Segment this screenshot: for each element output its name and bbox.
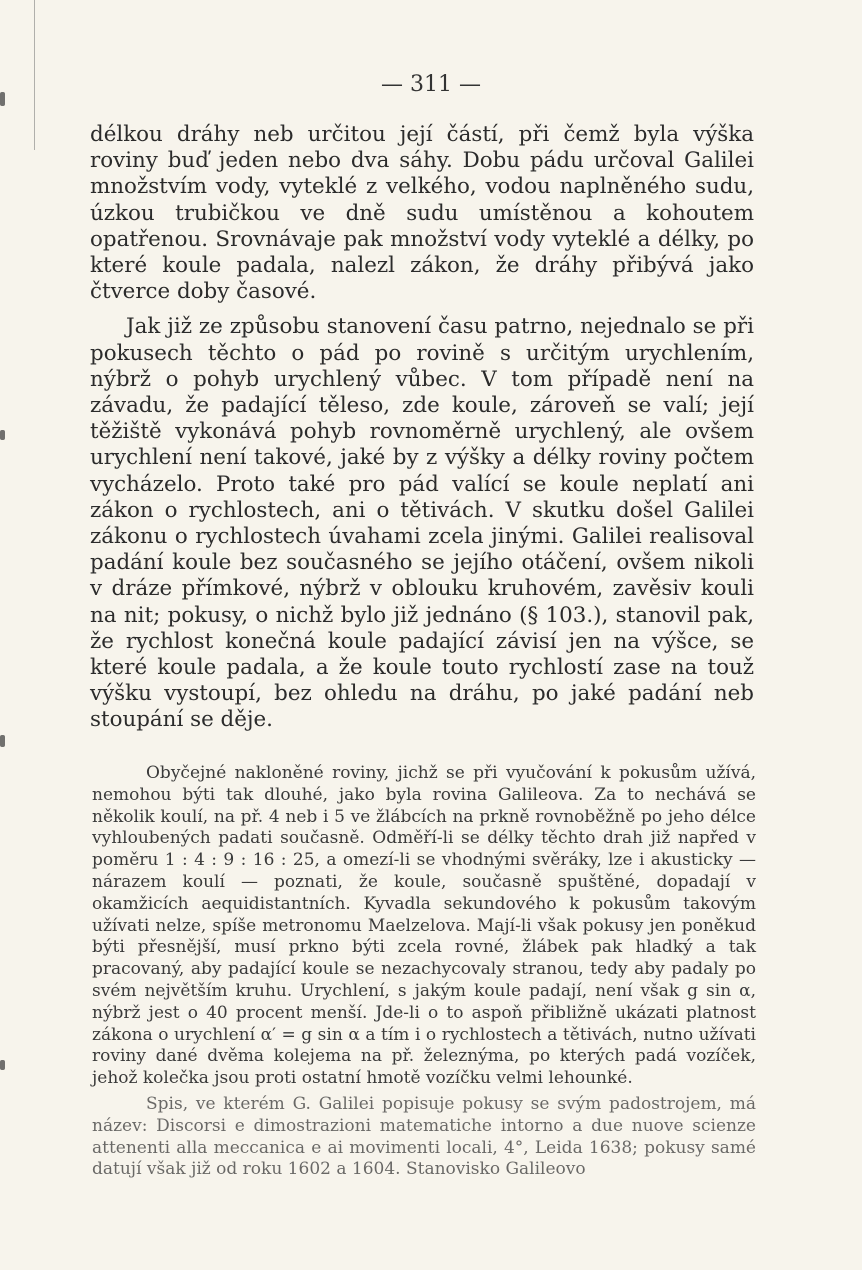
- binding-mark: [0, 735, 5, 747]
- binding-mark: [0, 1060, 5, 1070]
- main-paragraph: Jak již ze způsobu stanovení času patrno, nejednalo se při pokusech těchto o pád po rovině s určitým urychlením, nýbrž o pohyb urychlený vůbec. V tom případě není na závadu, že padající těleso, zde koule, zároveň se valí; její těžiště vykonává pohyb rovnoměrně urychlený, ale ovšem urychlení není takové, jaké by z výšky a délky roviny počtem vycházelo. Proto také pro pád valící se koule neplatí ani zákon o rychlostech, ani o tětivách. V skutku došel Galilei zákonu o rychlostech úvahami zcela jinými. Galilei realisoval padání koule bez současného se jejího otáčení, ovšem nikoli v dráze přímkové, nýbrž v oblouku kruhovém, zavěsiv kouli na nit; pokusy, o nichž bylo již jednáno (§ 103.), stanovil pak, že rychlost konečná koule padající závisí jen na výšce, se které koule padala, a že koule touto rychlostí zase na touž výšku vystoupí, bez ohledu na dráhu, po jaké padání neb stoupání se děje.: [90, 314, 754, 733]
- page-number: — 311 —: [381, 72, 481, 97]
- note-paragraph: Spis, ve kterém G. Galilei popisuje pokusy se svým padostrojem, má název: Discorsi e dimostrazioni matematiche intorno a due nuove scienze attenenti alla meccanica e ai movimenti locali, 4°, Leida 1638; pokusy samé datují však již od roku 1602 a 1604. Stanovisko Galileovo: [92, 1093, 756, 1180]
- binding-mark: [0, 430, 5, 440]
- main-paragraph: délkou dráhy neb určitou její částí, při čemž byla výška roviny buď jeden nebo dva sáhy. Dobu pádu určoval Galilei množstvím vody, vyteklé z velkého, vodou naplněného sudu, úzkou trubičkou ve dně sudu umístěnou a kohoutem opatřenou. Srovnávaje pak množství vody vyteklé a délky, po které koule padala, nalezl zákon, že dráhy přibývá jako čtverce doby časové.: [90, 122, 754, 305]
- small-print-note: [92, 763, 756, 1181]
- main-text: [90, 122, 754, 734]
- note-paragraph: Obyčejné nakloněné roviny, jichž se při vyučování k pokusům užívá, nemohou býti tak dlouhé, jako byla rovina Galileova. Za to nechává se několik koulí, na př. 4 neb i 5 ve žlábcích na prkně rovnoběžně po jeho délce vyhloubených padati současně. Odměří-li se délky těchto drah již napřed v poměru 1 : 4 : 9 : 16 : 25, a omezí-li se vhodnými svěráky, lze i akusticky — nárazem koulí — poznati, že koule, současně spuštěné, dopadají v okamžicích aequidistantních. Kyvadla sekundového k pokusům takovým užívati nelze, spíše metronomu Maelzelova. Mají-li však pokusy jen poněkud býti přesnější, musí prkno býti zcela rovné, žlábek pak hladký a tak pracovaný, aby padající koule se nezachycovaly stranou, tedy aby padaly po svém největším kruhu. Urychlení, s jakým koule padají, není však g sin α, nýbrž jest o 40 procent menší. Jde-li o to aspoň přibližně ukázati platnost zákona o urychlení α′ = g sin α a tím i o rychlostech a tětivách, nutno užívati roviny dané dvěma kolejema na př. železnýma, po kterých padá vozíček, jehož kolečka jsou proti ostatní hmotě vozíčku velmi lehounké.: [92, 763, 756, 1089]
